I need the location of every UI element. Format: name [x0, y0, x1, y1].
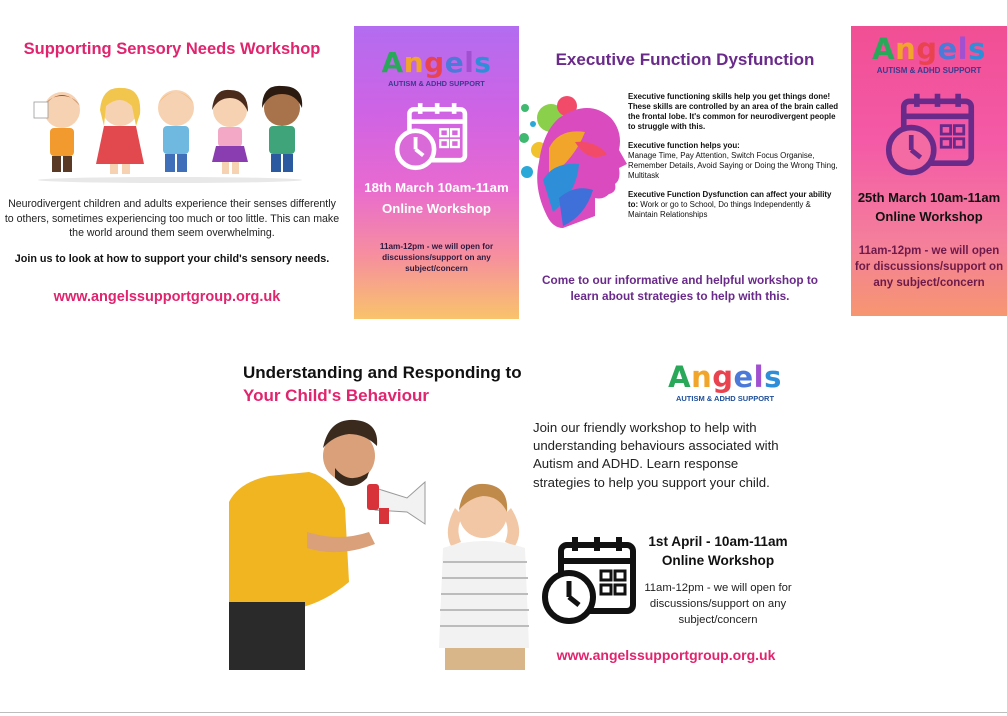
sensory-join-text: Join us to look at how to support your child's sensory needs.	[14, 253, 330, 265]
behaviour-open-text: 11am-12pm - we will open for discussions/support on any subject/concern	[644, 582, 792, 626]
behaviour-title-line1: Understanding and Responding to	[243, 363, 522, 382]
executive-helps-heading: Executive function helps you:	[628, 141, 740, 150]
angels-logo: Angels	[381, 46, 492, 79]
page-divider	[0, 712, 1007, 713]
colorful-head-illustration	[519, 88, 629, 248]
executive-intro: Executive functioning skills help you get things done! These skills are controlled by an area of the brain called the frontal lobe. It's common for neurodivergent people to struggle with this.	[628, 92, 839, 131]
father-megaphone-child-photo	[229, 412, 549, 670]
logo-subtitle: AUTISM & ADHD SUPPORT	[675, 394, 775, 403]
angels-logo: Angels	[668, 360, 782, 394]
executive-body	[628, 92, 842, 229]
poster-open-text: 11am-12pm - we will open for discussions/support on any subject/concern	[379, 242, 494, 273]
sensory-title: Supporting Sensory Needs Workshop	[23, 40, 321, 58]
executive-helps-list: Manage Time, Pay Attention, Switch Focus Organise, Remember Details, Avoid Saying or Doing the Wrong Thing, Multitask	[628, 151, 838, 180]
executive-affect-heading: Executive Function Dysfunction can affect your ability to:	[628, 190, 832, 209]
poster-open-text: 11am-12pm - we will open for discussions/support on any subject/concern	[854, 245, 1004, 289]
behaviour-website-link[interactable]: www.angelssupportgroup.org.uk	[556, 647, 776, 663]
sensory-website-link[interactable]: www.angelssupportgroup.org.uk	[53, 289, 281, 305]
sensory-description: Neurodivergent children and adults experience their senses differently to others, sometimes experiencing too much or too little. This can make the world around them seem overwhelming.	[4, 198, 340, 239]
calendar-clock-icon	[537, 533, 641, 629]
logo-subtitle: AUTISM & ADHD SUPPORT	[388, 79, 485, 88]
calendar-clock-icon	[882, 90, 978, 180]
logo-subtitle: AUTISM & ADHD SUPPORT	[876, 66, 982, 75]
behaviour-mode: Online Workshop	[661, 553, 775, 568]
behaviour-title-line2: Your Child's Behaviour	[243, 386, 430, 405]
poster-mode: Online Workshop	[875, 209, 983, 224]
executive-cta: Come to our informative and helpful workshop to learn about strategies to help with this.	[542, 273, 818, 303]
behaviour-description: Join our friendly workshop to help with understanding behaviours associated with Autism and ADHD. Learn response strategies to help you support your child.	[533, 420, 779, 490]
calendar-clock-icon	[392, 100, 470, 174]
poster-mode: Online Workshop	[382, 201, 491, 216]
poster-18th-march	[354, 26, 519, 319]
poster-25th-march	[851, 26, 1007, 316]
poster-date: 25th March 10am-11am	[857, 190, 1001, 205]
children-illustration	[30, 80, 310, 184]
angels-logo: Angels	[872, 32, 986, 66]
executive-title: Executive Function Dysfunction	[555, 50, 815, 69]
poster-date: 18th March 10am-11am	[364, 180, 509, 195]
behaviour-date: 1st April - 10am-11am	[648, 534, 788, 549]
executive-affect-list: Work or go to School, Do things Independently & Maintain Relationships	[628, 200, 811, 219]
